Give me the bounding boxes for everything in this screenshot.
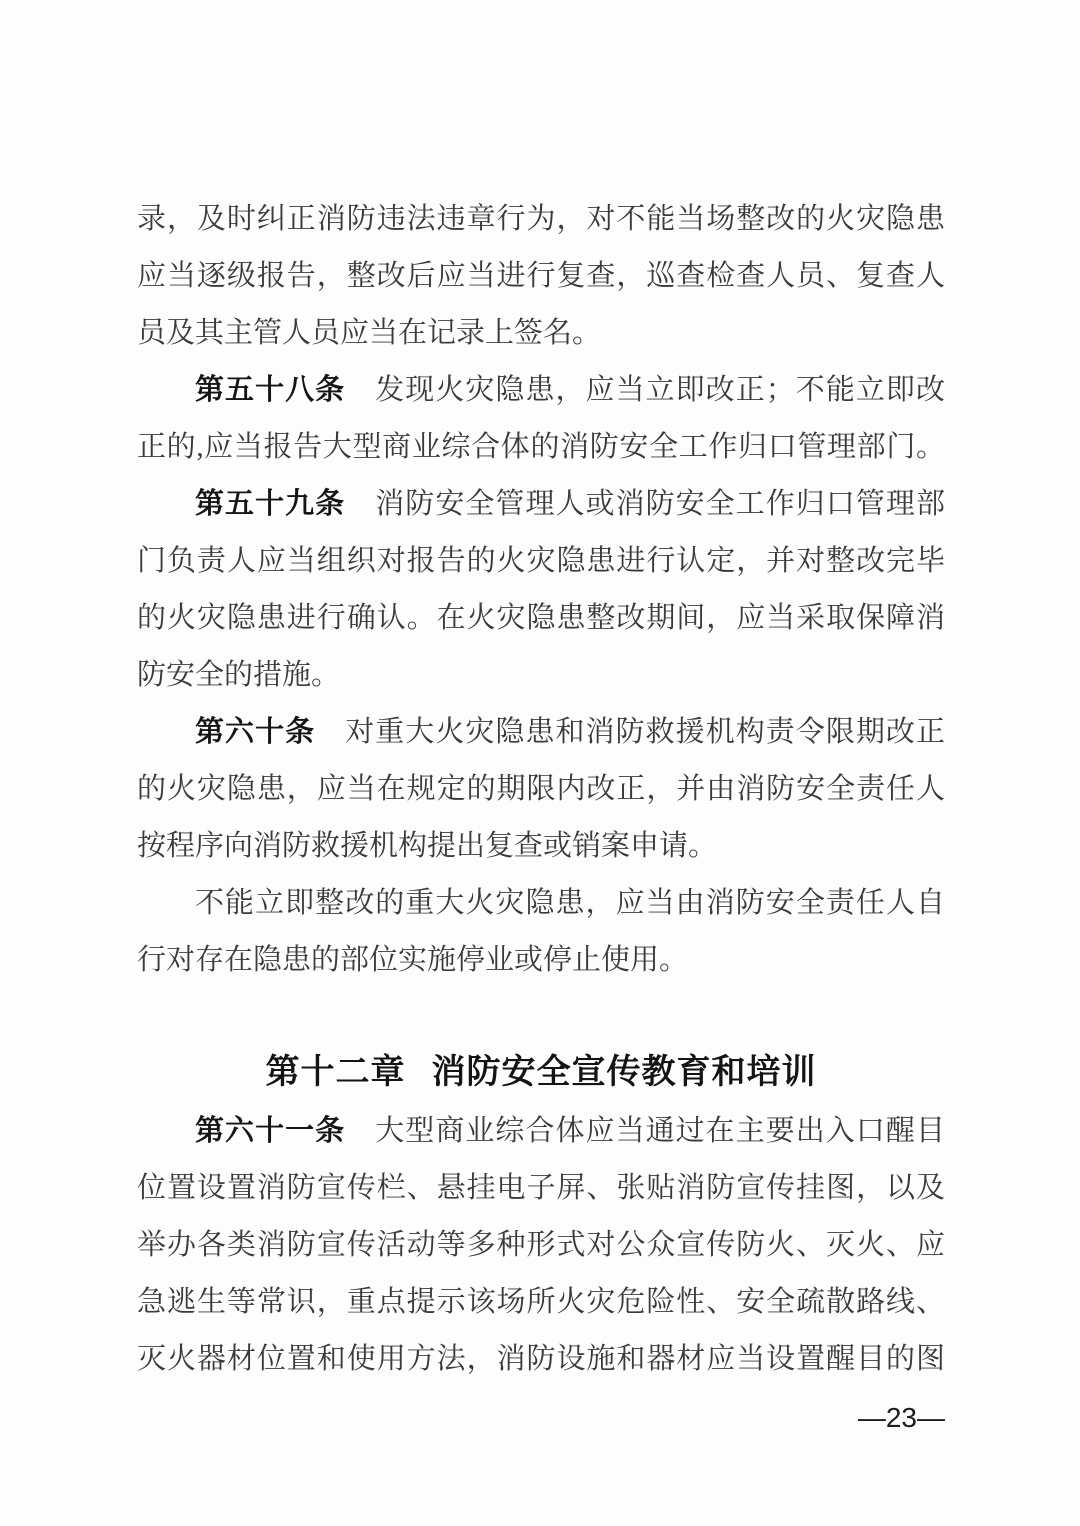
chapter-number: 第十二章 — [265, 1053, 406, 1091]
line-text: 的火灾隐患，应当在规定的期限内改正，并由消防安全责任人 — [137, 773, 945, 805]
text-line — [137, 419, 945, 476]
text-line — [137, 761, 945, 818]
text-line — [137, 191, 945, 248]
text-line — [137, 590, 945, 647]
chapter-title: 消防安全宣传教育和培训 — [431, 1053, 817, 1091]
line-text: 不能立即整改的重大火灾隐患，应当由消防安全责任人自 — [195, 887, 945, 919]
text-line — [137, 875, 945, 932]
text-line — [137, 647, 945, 704]
line-text: 正的,应当报告大型商业综合体的消防安全工作归口管理部门。 — [137, 431, 945, 463]
text-line — [137, 1331, 945, 1388]
article-number: 第六十一条 — [195, 1115, 346, 1147]
chapter-12-heading — [137, 1041, 945, 1103]
line-text: 防安全的措施。 — [137, 659, 341, 691]
text-line — [137, 1103, 945, 1160]
line-text: 位置设置消防宣传栏、悬挂电子屏、张贴消防宣传挂图，以及 — [137, 1172, 945, 1204]
line-text: 行对存在隐患的部位实施停业或停止使用。 — [137, 944, 689, 976]
line-text: 按程序向消防救援机构提出复查或销案申请。 — [137, 830, 718, 862]
article-number: 第六十条 — [195, 716, 316, 748]
line-text: 门负责人应当组织对报告的火灾隐患进行认定，并对整改完毕 — [137, 545, 945, 577]
text-line — [137, 1160, 945, 1217]
line-text: 的火灾隐患进行确认。在火灾隐患整改期间，应当采取保障消 — [137, 602, 945, 634]
document-body — [137, 191, 945, 1388]
text-line — [137, 1274, 945, 1331]
text-line — [137, 476, 945, 533]
line-text: 录，及时纠正消防违法违章行为，对不能当场整改的火灾隐患 — [137, 203, 945, 235]
line-text: 应当逐级报告，整改后应当进行复查，巡查检查人员、复查人 — [137, 260, 945, 292]
text-line — [137, 533, 945, 590]
text-line — [137, 248, 945, 305]
line-text: 急逃生等常识，重点提示该场所火灾危险性、安全疏散路线、 — [137, 1286, 945, 1318]
article-number: 第五十八条 — [195, 374, 346, 406]
text-line — [137, 932, 945, 989]
article-number: 第五十九条 — [195, 488, 346, 520]
text-line — [137, 362, 945, 419]
text-line — [137, 704, 945, 761]
page-number: —23— — [857, 1402, 945, 1433]
line-text: 发现火灾隐患，应当立即改正；不能立即改 — [375, 374, 945, 406]
text-line — [137, 818, 945, 875]
text-line — [137, 305, 945, 362]
line-text: 员及其主管人员应当在记录上签名。 — [137, 317, 602, 349]
line-text: 对重大火灾隐患和消防救援机构责令限期改正 — [345, 716, 945, 748]
line-text: 灭火器材位置和使用方法，消防设施和器材应当设置醒目的图 — [137, 1343, 945, 1375]
text-line — [137, 1217, 945, 1274]
line-text: 消防安全管理人或消防安全工作归口管理部 — [375, 488, 945, 520]
line-text: 大型商业综合体应当通过在主要出入口醒目 — [375, 1115, 945, 1147]
line-text: 举办各类消防宣传活动等多种形式对公众宣传防火、灭火、应 — [137, 1229, 945, 1261]
